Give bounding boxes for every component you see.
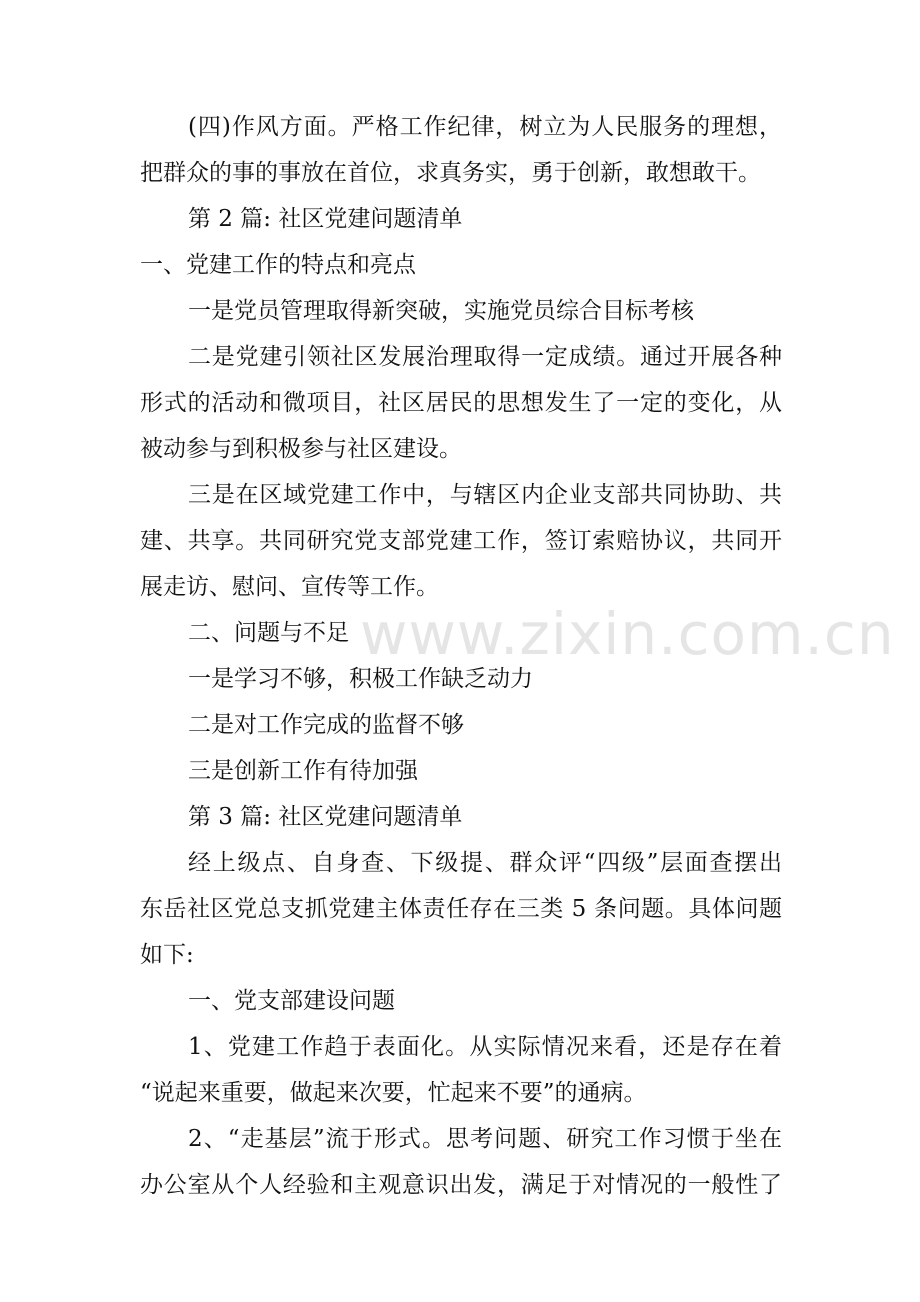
- text-line: 被动参与到积极参与社区建设。: [140, 436, 462, 462]
- text-line: 二是对工作完成的监督不够: [188, 712, 464, 738]
- text-line: 三是创新工作有待加强: [188, 758, 418, 784]
- text-line: 2、“走基层”流于形式。思考问题、研究工作习惯于坐在: [188, 1126, 782, 1152]
- text-line: 第 3 篇: 社区党建问题清单: [188, 804, 463, 830]
- text-line: 二是党建引领社区发展治理取得一定成绩。通过开展各种: [188, 344, 782, 370]
- text-line: 一是学习不够，积极工作缺乏动力: [188, 666, 533, 692]
- text-line: “说起来重要，做起来次要，忙起来不要”的通病。: [140, 1080, 647, 1106]
- text-line: 如下:: [140, 942, 194, 968]
- text-line: 经上级点、自身查、下级提、群众评“四级”层面查摆出: [188, 850, 782, 876]
- text-line: 一、党建工作的特点和亮点: [140, 252, 416, 278]
- text-line: 一、党支部建设问题: [188, 988, 395, 1014]
- text-line: (四)作风方面。严格工作纪律，树立为人民服务的理想，: [188, 114, 782, 140]
- text-line: 二、问题与不足: [188, 620, 349, 646]
- text-line: 三是在区域党建工作中，与辖区内企业支部共同协助、共: [188, 482, 782, 508]
- text-line: 1、党建工作趋于表面化。从实际情况来看，还是存在着: [188, 1034, 782, 1060]
- text-line: 东岳社区党总支抓党建主体责任存在三类 5 条问题。具体问题: [140, 896, 782, 922]
- text-line: 形式的活动和微项目，社区居民的思想发生了一定的变化，从: [140, 390, 782, 416]
- text-line: 把群众的事的事放在首位，求真务实，勇于创新，敢想敢干。: [140, 160, 761, 186]
- document-body: [140, 104, 782, 1208]
- text-line: 建、共享。共同研究党支部党建工作，签订索赔协议，共同开: [140, 528, 782, 554]
- text-line: 展走访、慰问、宣传等工作。: [140, 574, 439, 600]
- text-line: 办公室从个人经验和主观意识出发，满足于对情况的一般性了: [140, 1172, 782, 1198]
- watermark: www.zixin.com.cn: [360, 600, 895, 668]
- text-line: 一是党员管理取得新突破，实施党员综合目标考核: [188, 298, 694, 324]
- text-line: 第 2 篇: 社区党建问题清单: [188, 206, 463, 232]
